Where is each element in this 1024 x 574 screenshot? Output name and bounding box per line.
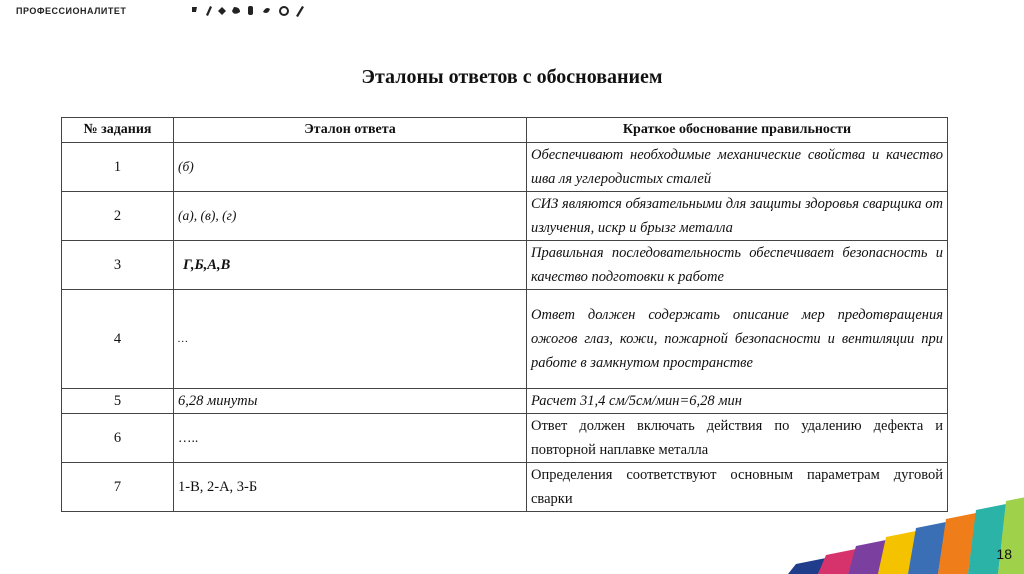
task-number: 2 [62,192,174,241]
task-number: 5 [62,389,174,414]
justification-cell: СИЗ являются обязательными для защиты здоровья сварщика от излучения, искр и брызг металла [527,192,948,241]
justification-cell: Расчет 31,4 см/5см/мин=6,28 мин [527,389,948,414]
brand-glyphs-icon [188,3,358,19]
answer-cell: (а), (в), (г) [174,192,527,241]
answers-table [61,117,948,512]
task-number: 3 [62,241,174,290]
task-number: 6 [62,414,174,463]
justification-cell: Обеспечивают необходимые механические свойства и качество шва ля углеродистых сталей [527,143,948,192]
task-number: 4 [62,290,174,389]
table-row [62,241,948,290]
brand-name: ПРОФЕССИОНАЛИТЕТ [16,6,127,16]
task-number: 7 [62,463,174,512]
justification-cell: Правильная последовательность обеспечивает безопасность и качество подготовки к работе [527,241,948,290]
table-row [62,290,948,389]
justification-cell: Ответ должен содержать описание мер предотвращения ожогов глаз, кожи, пожарной безопасности и вентиляции при работе в замкнутом пространстве [527,290,948,389]
justification-cell: Ответ должен включать действия по удалению дефекта и повторной наплавке металла [527,414,948,463]
answer-cell: Г,Б,А,В [174,241,527,290]
answer-cell: 1-В, 2-А, 3-Б [174,463,527,512]
page-title: Эталоны ответов с обоснованием [361,66,663,88]
task-number: 1 [62,143,174,192]
answer-cell: 6,28 минуты [174,389,527,414]
brand-icons [188,3,358,19]
table-row [62,414,948,463]
answer-cell: … [174,290,527,389]
justification-cell: Определения соответствуют основным параметрам дуговой сварки [527,463,948,512]
stripes-graphic [784,494,1024,574]
table-row [62,192,948,241]
header-answer: Эталон ответа [174,118,527,143]
answer-cell: (б) [174,143,527,192]
decorative-stripes [784,494,1024,574]
table-row [62,143,948,192]
page-number: 18 [996,546,1012,562]
brand-logo [16,6,126,22]
answer-cell: ….. [174,414,527,463]
header-justification: Краткое обоснование правильности [527,118,948,143]
table-row [62,389,948,414]
table-header-row [62,118,948,143]
header-task-number: № задания [62,118,174,143]
